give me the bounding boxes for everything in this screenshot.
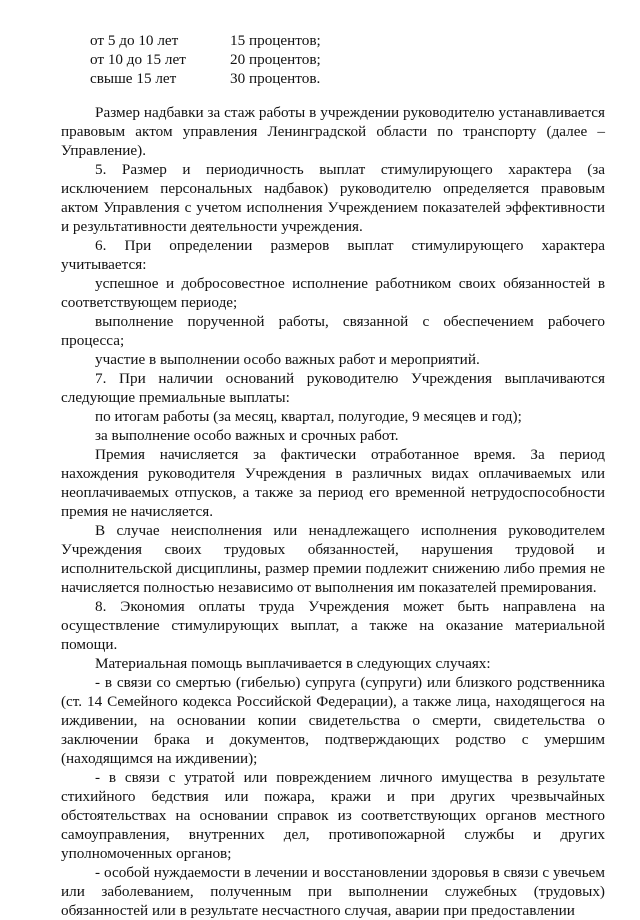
rate-row — [90, 31, 321, 51]
paragraph: 5. Размер и периодичность выплат стимулирующего характера (за исключением персональных надбавок) руководителю определяется правовым актом Управления с учетом исполнения Учреждением показателей эффективности и результативности деятельности учреждения. — [61, 161, 605, 235]
paragraph: Размер надбавки за стаж работы в учреждении руководителю устанавливается правовым актом управления Ленинградской области по транспорту (далее – Управление). — [61, 104, 605, 159]
paragraph: - в связи со смертью (гибелью) супруга (супруги) или близкого родственника (ст. 14 Семейного кодекса Российской Федерации), а также лица, находящегося на иждивении, на основании копии свидетельства о смерти, свидетельства о заключении брака и документов, подтверждающих родство с умершим (находящимся на иждивении); — [61, 674, 605, 767]
paragraph: за выполнение особо важных и срочных работ. — [95, 427, 399, 444]
document-body — [61, 103, 605, 920]
rate-percent: 15 процентов; — [230, 32, 321, 49]
paragraph: участие в выполнении особо важных работ и мероприятий. — [95, 351, 480, 368]
paragraph: 8. Экономия оплаты труда Учреждения может быть направлена на осуществление стимулирующих выплат, а также на оказание материальной помощи. — [61, 598, 605, 653]
paragraph: по итогам работы (за месяц, квартал, полугодие, 9 месяцев и год); — [95, 408, 522, 425]
paragraph: Материальная помощь выплачивается в следующих случаях: — [95, 655, 491, 672]
paragraph: 6. При определении размеров выплат стимулирующего характера учитывается: — [61, 237, 605, 273]
paragraph: Премия начисляется за фактически отработанное время. За период нахождения руководителя Учреждения в различных видах оплачиваемых или неоплачиваемых отпусков, а также за период его временной нетрудоспособности премия не начисляется. — [61, 446, 605, 520]
paragraph: успешное и добросовестное исполнение работником своих обязанностей в соответствующем периоде; — [61, 275, 605, 311]
paragraph: - в связи с утратой или повреждением личного имущества в результате стихийного бедствия или пожара, кражи и при других чрезвычайных обстоятельствах на основании справок из соответствующих органов местного самоуправления, внутренних дел, противопожарной службы и других уполномоченных органов; — [61, 769, 605, 862]
rate-row — [90, 69, 320, 89]
rate-percent: 30 процентов. — [230, 70, 321, 87]
paragraph: выполнение порученной работы, связанной с обеспечением рабочего процесса; — [61, 313, 605, 349]
rate-period: свыше 15 лет — [90, 70, 177, 87]
rate-percent: 20 процентов; — [230, 51, 321, 68]
paragraph: В случае неисполнения или ненадлежащего исполнения руководителем Учреждения своих трудовых обязанностей, нарушения трудовой и исполнительской дисциплины, размер премии подлежит снижению либо премия не начисляется полностью независимо от выполнения им показателей премирования. — [61, 522, 605, 596]
rate-row — [90, 50, 321, 70]
paragraph: 7. При наличии оснований руководителю Учреждения выплачиваются следующие премиальные выплаты: — [61, 370, 605, 406]
paragraph: - особой нуждаемости в лечении и восстановлении здоровья в связи с увечьем или заболеванием, полученным при выполнении служебных (трудовых) обязанностей или в результате несчастного случая, аварии при предоставлении — [61, 864, 605, 919]
rate-period: от 5 до 10 лет — [90, 32, 179, 49]
rate-period: от 10 до 15 лет — [90, 51, 186, 68]
